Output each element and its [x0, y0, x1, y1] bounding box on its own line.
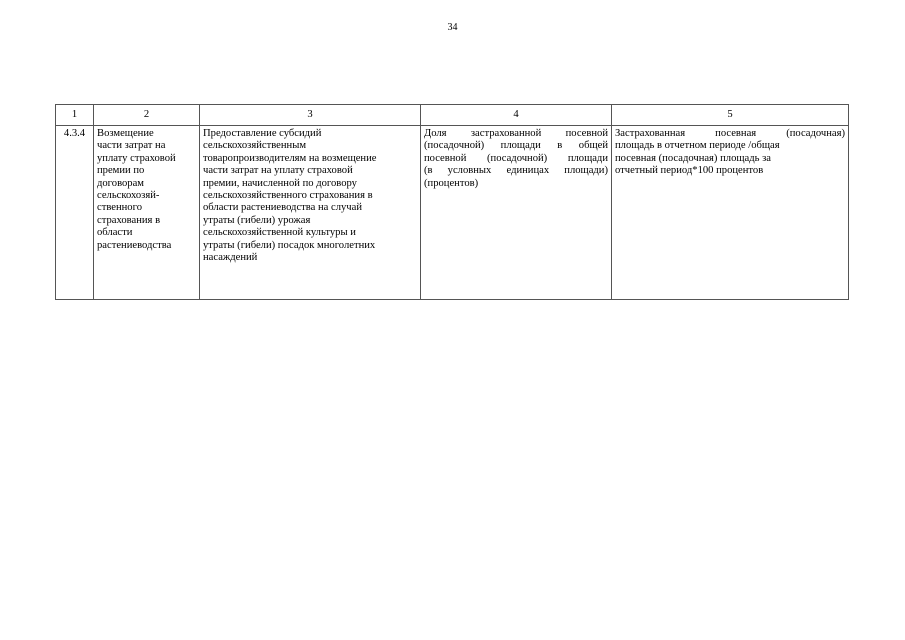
name-line: растениеводства [97, 239, 172, 251]
description-line: сельскохозяйственной культуры и [203, 227, 356, 239]
row-code: 4.3.4 [56, 126, 94, 300]
indicator-line: (в условных единицах площади) [424, 165, 608, 177]
description-line: премии, начисленной по договору [203, 177, 357, 189]
formula-line: площадь в отчетном периоде /общая [615, 140, 780, 152]
formula-line: посевная (посадочная) площадь за [615, 152, 771, 164]
row-indicator [421, 126, 612, 300]
name-line: страхования в [97, 214, 161, 226]
name-line: премии по [97, 165, 145, 177]
description-line: области растениеводства на случай [203, 202, 362, 214]
indicator-line: (посадочной) площади в общей [424, 140, 608, 152]
name-line: договорам [97, 177, 144, 189]
formula-line: Застрахованная посевная (посадочная) [615, 128, 845, 139]
description-line: сельскохозяйственным [203, 140, 307, 152]
name-line: сельскохозяй- [97, 190, 160, 202]
indicator-line: посевной (посадочной) площади [424, 152, 608, 164]
indicators-table [55, 104, 849, 300]
column-header-3: 3 [200, 105, 421, 126]
description-line: утраты (гибели) урожая [203, 214, 311, 226]
page-number: 34 [447, 22, 458, 33]
column-header-2: 2 [94, 105, 200, 126]
description-line: насаждений [203, 252, 258, 264]
name-line: части затрат на [97, 140, 166, 152]
description-line: Предоставление субсидий [203, 128, 322, 139]
indicator-line: (процентов) [424, 177, 479, 189]
row-name [94, 126, 200, 300]
table-row [56, 126, 849, 300]
column-header-4: 4 [421, 105, 612, 126]
name-line: уплату страховой [97, 152, 176, 164]
description-line: части затрат на уплату страховой [203, 165, 353, 177]
name-line: области [97, 227, 133, 239]
description-line: сельскохозяйственного страхования в [203, 190, 373, 202]
formula-line: отчетный период*100 процентов [615, 165, 764, 177]
indicator-line: Доля застрахованной посевной [424, 128, 608, 139]
column-header-1: 1 [56, 105, 94, 126]
header-row [56, 105, 849, 126]
row-formula [612, 126, 849, 300]
name-line: Возмещение [97, 128, 154, 139]
column-header-5: 5 [612, 105, 849, 126]
row-description [200, 126, 421, 300]
description-line: товаропроизводителям на возмещение [203, 152, 377, 164]
name-line: ственного [97, 202, 142, 214]
description-line: утраты (гибели) посадок многолетних [203, 239, 376, 251]
